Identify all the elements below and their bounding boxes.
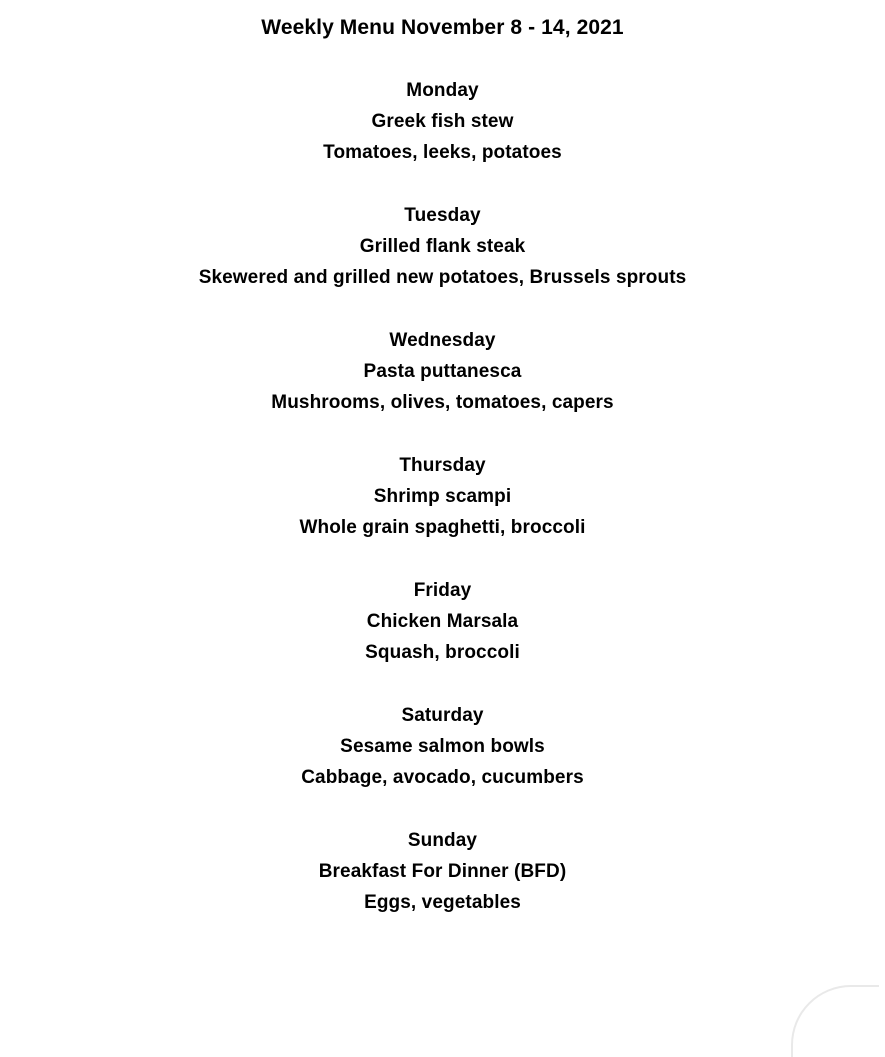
day-name: Sunday bbox=[407, 830, 478, 851]
day-name: Saturday bbox=[401, 705, 484, 726]
day-sides: Mushrooms, olives, tomatoes, capers bbox=[271, 392, 614, 413]
day-main-dish: Grilled flank steak bbox=[359, 236, 526, 257]
day-name: Wednesday bbox=[389, 330, 496, 351]
day-sides: Eggs, vegetables bbox=[364, 892, 521, 913]
day-name: Monday bbox=[406, 80, 479, 101]
menu-day-monday bbox=[0, 75, 885, 168]
day-sides: Whole grain spaghetti, broccoli bbox=[299, 517, 586, 538]
day-main-dish: Pasta puttanesca bbox=[363, 361, 522, 382]
day-name: Friday bbox=[413, 580, 472, 601]
corner-arc-decoration bbox=[791, 985, 879, 1057]
day-sides: Tomatoes, leeks, potatoes bbox=[323, 142, 562, 163]
day-sides: Squash, broccoli bbox=[365, 642, 520, 663]
day-main-dish: Chicken Marsala bbox=[366, 611, 519, 632]
menu-day-saturday bbox=[0, 700, 885, 793]
day-main-dish: Shrimp scampi bbox=[373, 486, 512, 507]
menu-day-friday bbox=[0, 575, 885, 668]
menu-day-tuesday bbox=[0, 200, 885, 293]
menu-day-thursday bbox=[0, 450, 885, 543]
day-sides: Skewered and grilled new potatoes, Brussels sprouts bbox=[198, 267, 687, 288]
page-title: Weekly Menu November 8 - 14, 2021 bbox=[261, 16, 624, 39]
day-main-dish: Breakfast For Dinner (BFD) bbox=[318, 861, 567, 882]
day-name: Tuesday bbox=[404, 205, 481, 226]
day-main-dish: Greek fish stew bbox=[371, 111, 514, 132]
day-main-dish: Sesame salmon bowls bbox=[340, 736, 545, 757]
menu-day-sunday bbox=[0, 825, 885, 918]
menu-day-wednesday bbox=[0, 325, 885, 418]
day-name: Thursday bbox=[399, 455, 486, 476]
day-sides: Cabbage, avocado, cucumbers bbox=[301, 767, 584, 788]
